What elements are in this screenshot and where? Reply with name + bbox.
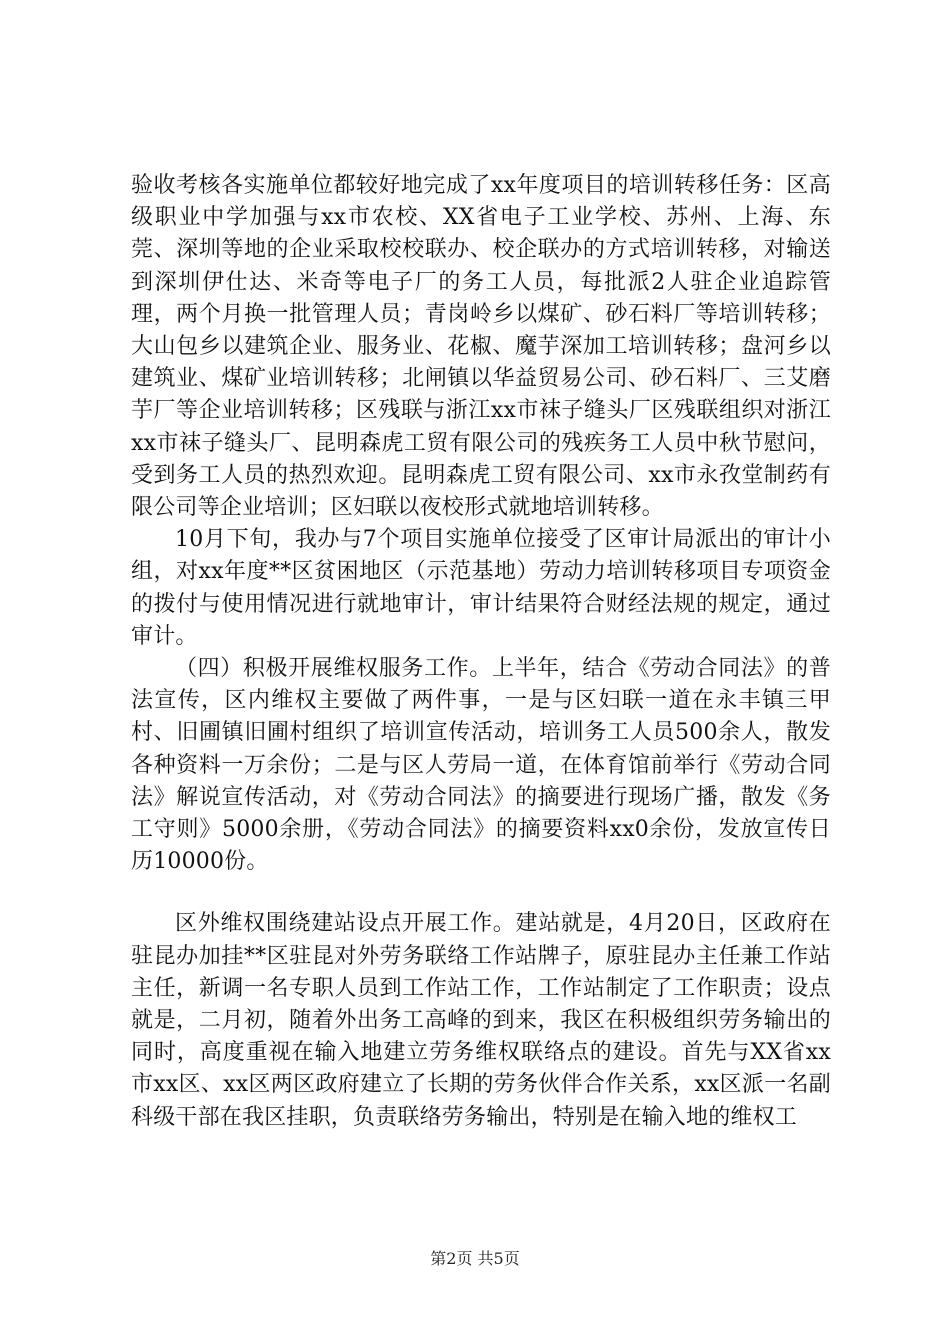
paragraph-rights-service: （四）积极开展维权服务工作。上半年，结合《劳动合同法》的普法宣传，区内维权主要做了两件事，一是与区妇联一道在永丰镇三甲村、旧圃镇旧圃村组织了培训宣传活动，培训务工人员500余人，散发各种资料一万余份；二是与区人劳局一道，在体育馆前举行《劳动合同法》解说宣传活动，对《劳动合同法》的摘要进行现场广播，散发《务工守则》5000余册，《劳动合同法》的摘要资料xx0余份，发放宣传日历10000份。: [131, 656, 831, 875]
page-number: 第2页 共5页: [430, 1249, 520, 1268]
paragraph-training-transfer: 验收考核各实施单位都较好地完成了xx年度项目的培训转移任务：区高级职业中学加强与xx市农校、XX省电子工业学校、苏州、上海、东莞、深圳等地的企业采取校校联办、校企联办的方式培训转移，对输送到深圳伊仕达、米奇等电子厂的务工人员，每批派2人驻企业追踪管理，两个月换一批管理人员；青岗岭乡以煤矿、砂石料厂等培训转移；大山包乡以建筑企业、服务业、花椒、魔芋深加工培训转移；盘河乡以建筑业、煤矿业培训转移；北闸镇以华益贸易公司、砂石料厂、三艾磨芋厂等企业培训转移；区残联与浙江xx市袜子缝头厂区残联组织对浙江xx市袜子缝头厂、昆明森虎工贸有限公司的残疾务工人员中秋节慰问，受到务工人员的热烈欢迎。昆明森虎工贸有限公司、xx市永孜堂制药有限公司等企业培训；区妇联以夜校形式就地培训转移。: [131, 173, 831, 521]
document-body: [131, 170, 831, 1134]
paragraph-external-rights: 区外维权围绕建站设点开展工作。建站就是，4月20日，区政府在驻昆办加挂**区驻昆对外劳务联络工作站牌子，原驻昆办主任兼工作站主任，新调一名专职人员到工作站工作，工作站制定了工作职责；设点就是，二月初，随着外出务工高峰的到来，我区在积极组织劳务输出的同时，高度重视在输入地建立劳务维权联络点的建设。首先与XX省xx市xx区、xx区两区政府建立了长期的劳务伙伴合作关系，xx区派一名副科级干部在我区挂职，负责联络劳务输出，特别是在输入地的维权工: [131, 911, 831, 1130]
paragraph-audit: 10月下旬，我办与7个项目实施单位接受了区审计局派出的审计小组，对xx年度**区贫困地区（示范基地）劳动力培训转移项目专项资金的拨付与使用情况进行就地审计，审计结果符合财经法规的规定，通过审计。: [131, 527, 831, 649]
